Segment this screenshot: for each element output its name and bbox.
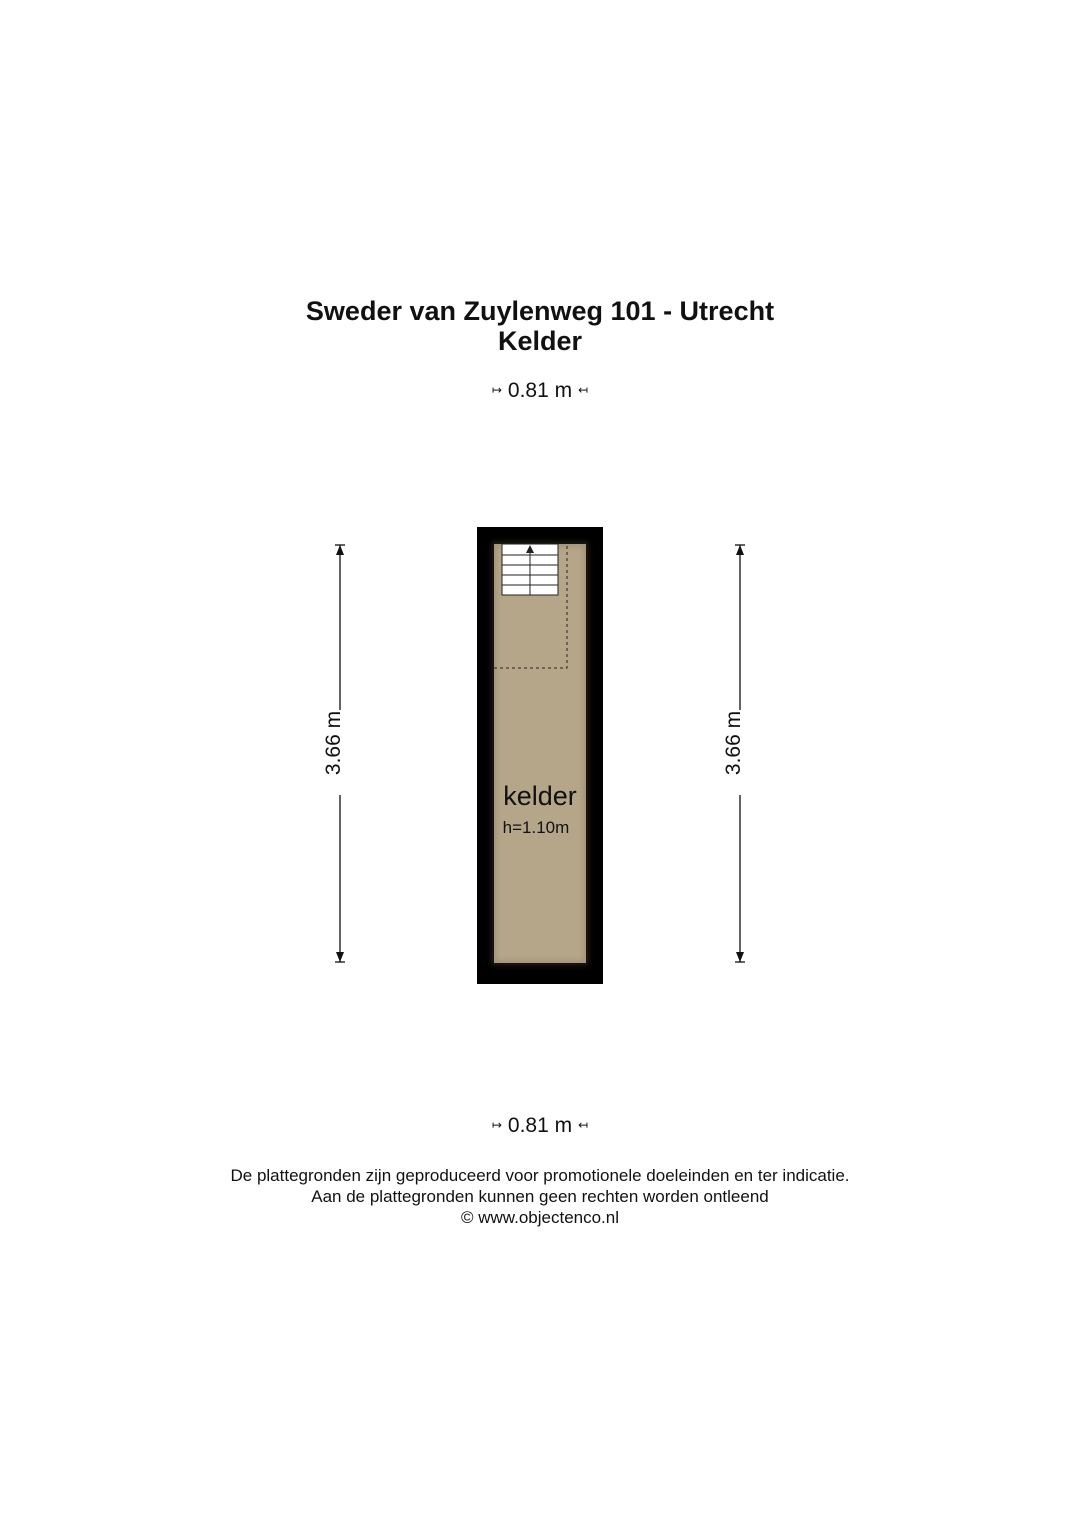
room-name-label: kelder <box>503 781 577 811</box>
room-height-label: h=1.10m <box>502 818 570 837</box>
floor-name: Kelder <box>497 326 583 356</box>
dimension-tick-icon: ↤ <box>577 383 588 398</box>
top-width-label: 0.81 m <box>507 379 573 402</box>
right-height-dimension <box>722 545 745 962</box>
dimension-tick-icon: ↤ <box>577 1118 588 1133</box>
arrow-up-icon <box>336 545 344 555</box>
dimension-tick-icon: ↦ <box>491 383 503 398</box>
bottom-width-dimension <box>0 1114 1080 1138</box>
room-floor <box>494 544 586 963</box>
copyright-line: © www.objectenco.nl <box>460 1208 620 1227</box>
dimension-tick-icon: ↦ <box>491 1118 503 1133</box>
disclaimer-line-1: De plattegronden zijn geproduceerd voor promotionele doeleinden en ter indicatie. <box>230 1166 850 1185</box>
disclaimer-line-2: Aan de plattegronden kunnen geen rechten worden ontleend <box>311 1187 769 1206</box>
arrow-down-icon <box>336 952 344 962</box>
staircase-icon <box>502 544 558 595</box>
left-height-dimension <box>322 545 345 962</box>
arrow-down-icon <box>736 952 744 962</box>
right-height-label: 3.66 m <box>722 710 745 776</box>
arrow-up-icon <box>736 545 744 555</box>
left-height-label: 3.66 m <box>322 710 345 776</box>
bottom-width-label: 0.81 m <box>507 1114 573 1137</box>
plan-title: Sweder van Zuylenweg 101 - Utrecht <box>305 296 775 326</box>
